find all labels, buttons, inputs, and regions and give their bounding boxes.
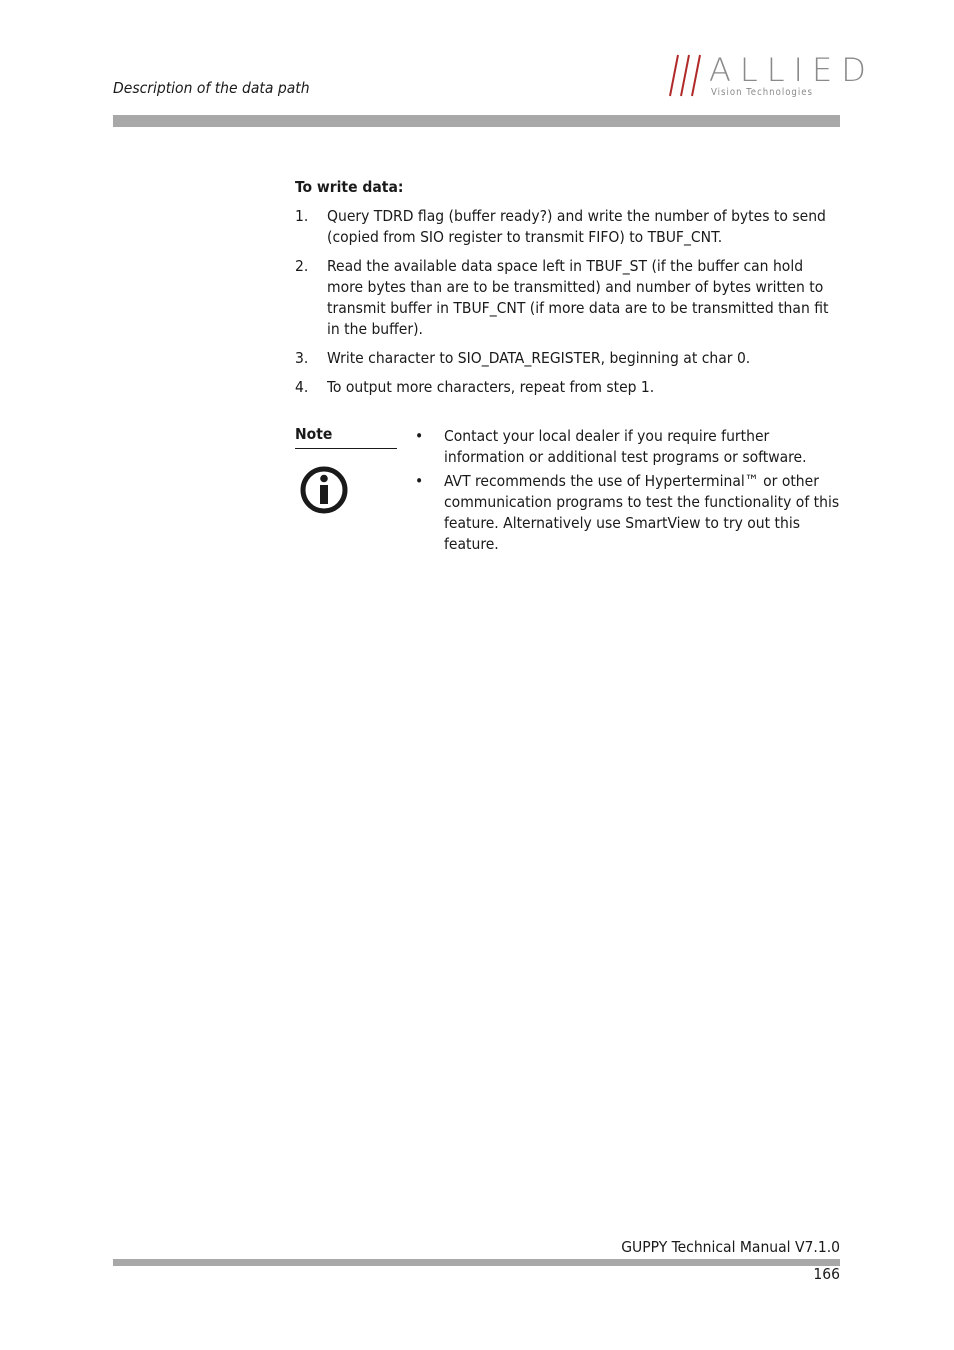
list-item	[295, 206, 843, 248]
header-title: Description of the data path	[113, 79, 310, 97]
list-item	[295, 377, 843, 398]
section-heading: To write data:	[295, 178, 404, 196]
bullet-icon: •	[415, 427, 424, 445]
step-text: Read the available data space left in TBUF_ST (if the buffer can hold more bytes than are to be transmitted) and number of bytes written to transmit buffer in TBUF_CNT (if more data are to be transmitted than fit in the buffer).	[327, 257, 829, 338]
footer-bar	[113, 1259, 840, 1266]
step-text: Query TDRD flag (buffer ready?) and write the number of bytes to send (copied from SIO register to transmit FIFO) to TBUF_CNT.	[327, 207, 826, 246]
note-label: Note	[295, 424, 397, 449]
list-item	[415, 426, 843, 468]
step-number: 1.	[295, 207, 309, 225]
step-text: Write character to SIO_DATA_REGISTER, beginning at char 0.	[327, 349, 751, 367]
main-content	[295, 177, 843, 406]
list-item	[295, 256, 843, 340]
logo-slashes-icon	[668, 52, 710, 100]
logo-wordmark: ALLIED	[709, 51, 875, 89]
note-bullets	[415, 426, 843, 558]
note-text: Contact your local dealer if you require further information or additional test programs or software.	[444, 427, 807, 466]
bullet-icon: •	[415, 472, 424, 490]
footer-manual-title: GUPPY Technical Manual V7.1.0	[621, 1238, 840, 1256]
step-number: 3.	[295, 349, 309, 367]
header-bar	[113, 115, 840, 127]
info-icon	[300, 466, 348, 514]
list-item	[415, 471, 843, 555]
step-number: 2.	[295, 257, 309, 275]
page-number: 166	[813, 1265, 840, 1283]
steps-list	[295, 206, 843, 398]
list-item	[295, 348, 843, 369]
logo-subtext: Vision Technologies	[711, 87, 813, 98]
note-text: AVT recommends the use of Hyperterminal™ or other communication programs to test the functionality of this feature. Alternatively use SmartView to try out this feature.	[444, 472, 840, 553]
allied-logo	[668, 51, 875, 100]
step-text: To output more characters, repeat from step 1.	[327, 378, 655, 396]
step-number: 4.	[295, 378, 309, 396]
